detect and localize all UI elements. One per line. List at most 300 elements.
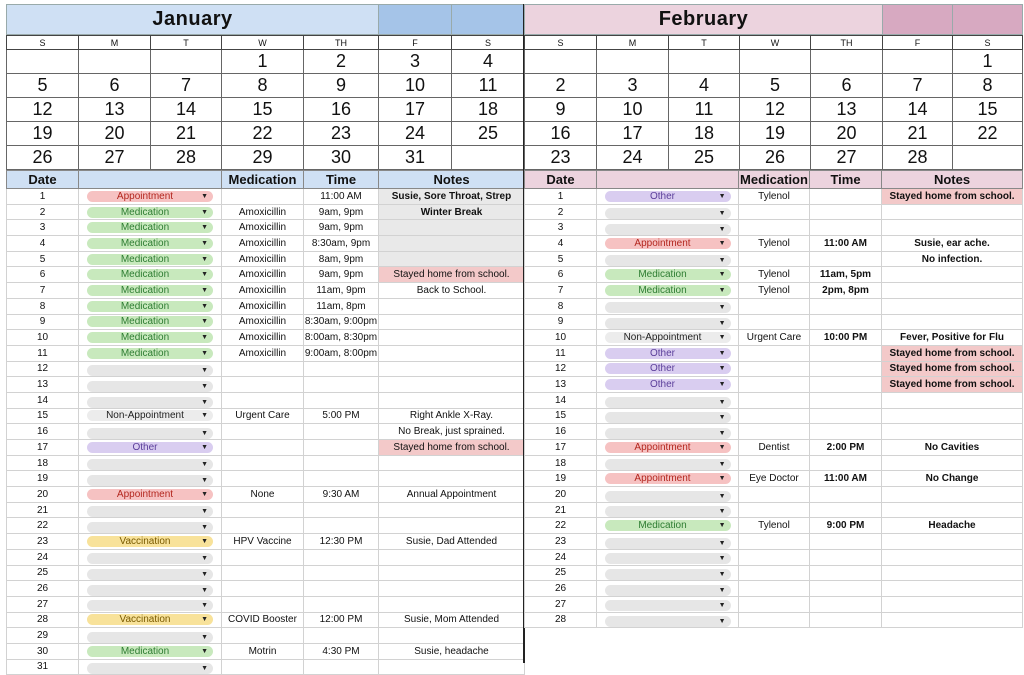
time-cell[interactable]: 11:00 AM <box>304 189 379 205</box>
chevron-down-icon[interactable]: ▼ <box>718 461 726 469</box>
chevron-down-icon[interactable]: ▼ <box>718 381 726 389</box>
time-cell[interactable] <box>810 487 882 503</box>
medication-cell[interactable]: Tylenol <box>739 189 810 205</box>
chevron-down-icon[interactable]: ▼ <box>718 271 726 279</box>
calendar-day[interactable]: 24 <box>379 122 452 146</box>
time-cell[interactable] <box>810 314 882 330</box>
notes-cell[interactable]: Headache <box>882 518 1023 534</box>
notes-cell[interactable] <box>882 267 1023 283</box>
chevron-down-icon[interactable]: ▼ <box>718 618 726 626</box>
type-dropdown[interactable] <box>87 301 213 312</box>
calendar-day[interactable]: 27 <box>811 146 883 170</box>
notes-cell[interactable] <box>882 314 1023 330</box>
notes-cell[interactable] <box>882 502 1023 518</box>
type-dropdown[interactable] <box>87 585 213 596</box>
chevron-down-icon[interactable]: ▼ <box>201 367 208 375</box>
chevron-down-icon[interactable]: ▼ <box>718 398 726 406</box>
type-dropdown[interactable] <box>87 506 213 517</box>
notes-cell[interactable] <box>379 236 525 252</box>
chevron-down-icon[interactable]: ▼ <box>718 429 726 437</box>
notes-cell[interactable] <box>379 455 525 471</box>
calendar-day[interactable]: 24 <box>597 146 669 170</box>
calendar-day[interactable] <box>452 146 525 170</box>
calendar-day[interactable]: 20 <box>79 122 151 146</box>
notes-cell[interactable] <box>379 581 525 597</box>
calendar-day[interactable]: 25 <box>669 146 740 170</box>
medication-cell[interactable] <box>222 440 304 456</box>
time-cell[interactable]: 8am, 9pm <box>304 251 379 267</box>
type-dropdown[interactable] <box>87 553 213 564</box>
medication-cell[interactable] <box>739 612 810 628</box>
chevron-down-icon[interactable]: ▼ <box>201 271 208 279</box>
type-dropdown[interactable] <box>87 238 213 249</box>
type-cell[interactable] <box>79 345 222 361</box>
calendar-day[interactable] <box>597 50 669 74</box>
medication-cell[interactable] <box>739 455 810 471</box>
medication-cell[interactable]: Tylenol <box>739 283 810 299</box>
chevron-down-icon[interactable]: ▼ <box>718 365 726 373</box>
medication-cell[interactable] <box>222 471 304 487</box>
notes-cell[interactable] <box>379 565 525 581</box>
medication-cell[interactable]: COVID Booster <box>222 612 304 628</box>
chevron-down-icon[interactable]: ▼ <box>201 443 208 451</box>
chevron-down-icon[interactable]: ▼ <box>718 586 726 594</box>
notes-cell[interactable]: Back to School. <box>379 283 525 299</box>
type-dropdown[interactable] <box>605 520 731 531</box>
notes-cell[interactable] <box>379 298 525 314</box>
chevron-down-icon[interactable]: ▼ <box>718 443 726 451</box>
medication-cell[interactable] <box>222 518 304 534</box>
type-dropdown[interactable] <box>605 412 731 423</box>
type-dropdown[interactable] <box>605 208 731 219</box>
medication-cell[interactable] <box>222 659 304 675</box>
medication-cell[interactable] <box>222 502 304 518</box>
calendar-day[interactable]: 25 <box>452 122 525 146</box>
type-dropdown[interactable] <box>605 302 731 313</box>
type-dropdown[interactable] <box>87 381 213 392</box>
time-cell[interactable]: 12:00 PM <box>304 612 379 628</box>
type-dropdown[interactable] <box>605 428 731 439</box>
medication-cell[interactable] <box>739 220 810 236</box>
calendar-day[interactable]: 15 <box>953 98 1023 122</box>
chevron-down-icon[interactable]: ▼ <box>201 490 208 498</box>
type-dropdown[interactable] <box>87 207 213 218</box>
medication-cell[interactable]: Tylenol <box>739 267 810 283</box>
type-cell[interactable] <box>597 204 739 220</box>
time-cell[interactable] <box>304 502 379 518</box>
type-cell[interactable] <box>597 455 739 471</box>
type-dropdown[interactable] <box>87 316 213 327</box>
calendar-day[interactable] <box>811 50 883 74</box>
medication-cell[interactable] <box>222 455 304 471</box>
type-cell[interactable] <box>79 298 222 314</box>
notes-cell[interactable] <box>379 549 525 565</box>
notes-cell[interactable]: Stayed home from school. <box>882 189 1023 205</box>
notes-cell[interactable]: Stayed home from school. <box>882 345 1023 361</box>
calendar-day[interactable]: 2 <box>525 74 597 98</box>
chevron-down-icon[interactable]: ▼ <box>201 555 208 563</box>
time-cell[interactable] <box>810 549 882 565</box>
calendar-day[interactable]: 28 <box>151 146 222 170</box>
time-cell[interactable] <box>810 251 882 267</box>
notes-cell[interactable] <box>882 283 1023 299</box>
chevron-down-icon[interactable]: ▼ <box>718 286 726 294</box>
medication-cell[interactable] <box>739 487 810 503</box>
time-cell[interactable]: 9am, 9pm <box>304 204 379 220</box>
type-dropdown[interactable] <box>87 410 213 421</box>
calendar-day[interactable]: 22 <box>222 122 304 146</box>
notes-cell[interactable]: Right Ankle X-Ray. <box>379 408 525 424</box>
type-cell[interactable] <box>597 361 739 377</box>
type-cell[interactable] <box>597 549 739 565</box>
type-cell[interactable] <box>597 236 739 252</box>
medication-cell[interactable]: Amoxicillin <box>222 220 304 236</box>
time-cell[interactable]: 5:00 PM <box>304 408 379 424</box>
notes-cell[interactable] <box>379 471 525 487</box>
type-cell[interactable] <box>597 408 739 424</box>
type-cell[interactable] <box>597 189 739 205</box>
type-dropdown[interactable] <box>605 318 731 329</box>
type-cell[interactable] <box>79 267 222 283</box>
type-dropdown[interactable] <box>605 442 731 453</box>
type-dropdown[interactable] <box>605 538 731 549</box>
type-cell[interactable] <box>597 471 739 487</box>
time-cell[interactable] <box>304 581 379 597</box>
notes-cell[interactable] <box>379 330 525 346</box>
type-cell[interactable] <box>79 220 222 236</box>
medication-cell[interactable] <box>739 581 810 597</box>
chevron-down-icon[interactable]: ▼ <box>201 476 208 484</box>
chevron-down-icon[interactable]: ▼ <box>201 192 208 200</box>
calendar-day[interactable]: 18 <box>452 98 525 122</box>
medication-cell[interactable] <box>222 392 304 408</box>
chevron-down-icon[interactable]: ▼ <box>718 320 726 328</box>
time-cell[interactable] <box>304 596 379 612</box>
chevron-down-icon[interactable]: ▼ <box>718 522 726 530</box>
time-cell[interactable] <box>810 612 882 628</box>
type-dropdown[interactable] <box>605 285 731 296</box>
medication-cell[interactable] <box>739 298 810 314</box>
medication-cell[interactable]: Amoxicillin <box>222 204 304 220</box>
calendar-day[interactable]: 5 <box>7 74 79 98</box>
notes-cell[interactable] <box>379 377 525 393</box>
chevron-down-icon[interactable]: ▼ <box>201 633 208 641</box>
type-dropdown[interactable] <box>87 428 213 439</box>
medication-cell[interactable] <box>222 628 304 644</box>
type-cell[interactable] <box>597 581 739 597</box>
time-cell[interactable] <box>304 471 379 487</box>
type-dropdown[interactable] <box>87 646 213 657</box>
calendar-day[interactable] <box>883 50 953 74</box>
time-cell[interactable]: 11:00 AM <box>810 471 882 487</box>
calendar-day[interactable]: 10 <box>597 98 669 122</box>
type-dropdown[interactable] <box>87 348 213 359</box>
notes-cell[interactable] <box>882 581 1023 597</box>
notes-cell[interactable]: Susie, Mom Attended <box>379 612 525 628</box>
time-cell[interactable] <box>810 189 882 205</box>
medication-cell[interactable]: Amoxicillin <box>222 298 304 314</box>
notes-cell[interactable]: No Cavities <box>882 440 1023 456</box>
notes-cell[interactable] <box>882 408 1023 424</box>
medication-cell[interactable] <box>739 596 810 612</box>
type-cell[interactable] <box>79 643 222 659</box>
notes-cell[interactable] <box>379 251 525 267</box>
chevron-down-icon[interactable]: ▼ <box>201 616 208 624</box>
chevron-down-icon[interactable]: ▼ <box>718 602 726 610</box>
calendar-day[interactable] <box>953 146 1023 170</box>
calendar-day[interactable]: 23 <box>304 122 379 146</box>
notes-cell[interactable] <box>379 392 525 408</box>
type-cell[interactable] <box>79 596 222 612</box>
calendar-day[interactable]: 9 <box>525 98 597 122</box>
medication-cell[interactable] <box>739 345 810 361</box>
type-dropdown[interactable] <box>87 397 213 408</box>
type-cell[interactable] <box>597 345 739 361</box>
medication-cell[interactable] <box>739 502 810 518</box>
calendar-day[interactable]: 13 <box>811 98 883 122</box>
type-dropdown[interactable] <box>87 663 213 674</box>
type-cell[interactable] <box>79 392 222 408</box>
calendar-day[interactable]: 14 <box>151 98 222 122</box>
time-cell[interactable] <box>304 659 379 675</box>
type-cell[interactable] <box>79 236 222 252</box>
type-dropdown[interactable] <box>605 459 731 470</box>
notes-cell[interactable] <box>882 392 1023 408</box>
chevron-down-icon[interactable]: ▼ <box>718 349 726 357</box>
type-dropdown[interactable] <box>87 365 213 376</box>
type-cell[interactable] <box>597 251 739 267</box>
notes-cell[interactable]: Annual Appointment <box>379 487 525 503</box>
time-cell[interactable] <box>810 408 882 424</box>
time-cell[interactable] <box>304 455 379 471</box>
calendar-day[interactable]: 13 <box>79 98 151 122</box>
medication-cell[interactable]: Eye Doctor <box>739 471 810 487</box>
time-cell[interactable]: 9:30 AM <box>304 487 379 503</box>
type-cell[interactable] <box>79 408 222 424</box>
calendar-day[interactable]: 3 <box>379 50 452 74</box>
calendar-day[interactable]: 26 <box>7 146 79 170</box>
calendar-day[interactable]: 31 <box>379 146 452 170</box>
notes-cell[interactable] <box>379 596 525 612</box>
calendar-day[interactable]: 6 <box>79 74 151 98</box>
medication-cell[interactable]: None <box>222 487 304 503</box>
chevron-down-icon[interactable]: ▼ <box>718 414 726 422</box>
chevron-down-icon[interactable]: ▼ <box>201 665 208 673</box>
type-dropdown[interactable] <box>87 600 213 611</box>
type-dropdown[interactable] <box>87 475 213 486</box>
medication-cell[interactable]: Amoxicillin <box>222 236 304 252</box>
calendar-day[interactable]: 11 <box>669 98 740 122</box>
calendar-day[interactable]: 18 <box>669 122 740 146</box>
notes-cell[interactable] <box>882 534 1023 550</box>
notes-cell[interactable] <box>379 314 525 330</box>
time-cell[interactable] <box>304 549 379 565</box>
type-dropdown[interactable] <box>605 585 731 596</box>
type-cell[interactable] <box>79 283 222 299</box>
chevron-down-icon[interactable]: ▼ <box>201 382 208 390</box>
type-dropdown[interactable] <box>605 224 731 235</box>
calendar-day[interactable]: 26 <box>740 146 811 170</box>
notes-cell[interactable] <box>379 345 525 361</box>
notes-cell[interactable]: No Break, just sprained. <box>379 424 525 440</box>
notes-cell[interactable]: No infection. <box>882 251 1023 267</box>
chevron-down-icon[interactable]: ▼ <box>718 571 726 579</box>
notes-cell[interactable]: Stayed home from school. <box>379 440 525 456</box>
medication-cell[interactable] <box>739 251 810 267</box>
type-dropdown[interactable] <box>87 489 213 500</box>
type-cell[interactable] <box>79 628 222 644</box>
time-cell[interactable]: 11am, 9pm <box>304 283 379 299</box>
calendar-day[interactable]: 8 <box>222 74 304 98</box>
type-cell[interactable] <box>79 487 222 503</box>
type-cell[interactable] <box>79 471 222 487</box>
medication-cell[interactable] <box>739 204 810 220</box>
chevron-down-icon[interactable]: ▼ <box>201 429 208 437</box>
calendar-day[interactable]: 11 <box>452 74 525 98</box>
time-cell[interactable] <box>810 565 882 581</box>
type-dropdown[interactable] <box>605 569 731 580</box>
type-cell[interactable] <box>597 392 739 408</box>
type-dropdown[interactable] <box>605 255 731 266</box>
medication-cell[interactable] <box>222 549 304 565</box>
chevron-down-icon[interactable]: ▼ <box>718 555 726 563</box>
type-dropdown[interactable] <box>87 632 213 643</box>
medication-cell[interactable] <box>739 534 810 550</box>
type-cell[interactable] <box>597 518 739 534</box>
type-cell[interactable] <box>597 267 739 283</box>
chevron-down-icon[interactable]: ▼ <box>201 586 208 594</box>
type-cell[interactable] <box>597 314 739 330</box>
medication-cell[interactable] <box>739 408 810 424</box>
time-cell[interactable]: 8:30am, 9:00pm <box>304 314 379 330</box>
notes-cell[interactable] <box>882 455 1023 471</box>
calendar-day[interactable]: 2 <box>304 50 379 74</box>
type-dropdown[interactable] <box>605 363 731 374</box>
calendar-day[interactable]: 21 <box>151 122 222 146</box>
chevron-down-icon[interactable]: ▼ <box>201 318 208 326</box>
time-cell[interactable]: 9am, 9pm <box>304 220 379 236</box>
chevron-down-icon[interactable]: ▼ <box>201 398 208 406</box>
chevron-down-icon[interactable]: ▼ <box>201 412 208 420</box>
time-cell[interactable]: 4:30 PM <box>304 643 379 659</box>
type-dropdown[interactable] <box>605 506 731 517</box>
medication-cell[interactable] <box>222 596 304 612</box>
type-cell[interactable] <box>79 314 222 330</box>
time-cell[interactable] <box>810 392 882 408</box>
time-cell[interactable] <box>810 534 882 550</box>
medication-cell[interactable]: Amoxicillin <box>222 267 304 283</box>
time-cell[interactable] <box>304 424 379 440</box>
type-dropdown[interactable] <box>605 269 731 280</box>
notes-cell[interactable] <box>882 487 1023 503</box>
time-cell[interactable]: 11am, 8pm <box>304 298 379 314</box>
type-cell[interactable] <box>79 565 222 581</box>
time-cell[interactable] <box>810 204 882 220</box>
notes-cell[interactable] <box>882 612 1023 628</box>
type-dropdown[interactable] <box>87 254 213 265</box>
type-dropdown[interactable] <box>605 238 731 249</box>
calendar-day[interactable]: 1 <box>953 50 1023 74</box>
calendar-day[interactable]: 5 <box>740 74 811 98</box>
chevron-down-icon[interactable]: ▼ <box>718 508 726 516</box>
calendar-day[interactable]: 12 <box>7 98 79 122</box>
calendar-day[interactable]: 16 <box>304 98 379 122</box>
notes-cell[interactable] <box>882 298 1023 314</box>
type-dropdown[interactable] <box>605 553 731 564</box>
notes-cell[interactable]: Winter Break <box>379 204 525 220</box>
time-cell[interactable] <box>810 345 882 361</box>
type-dropdown[interactable] <box>87 269 213 280</box>
type-cell[interactable] <box>79 612 222 628</box>
type-dropdown[interactable] <box>605 397 731 408</box>
type-cell[interactable] <box>597 330 739 346</box>
type-cell[interactable] <box>79 377 222 393</box>
time-cell[interactable] <box>810 455 882 471</box>
notes-cell[interactable] <box>882 549 1023 565</box>
medication-cell[interactable]: HPV Vaccine <box>222 534 304 550</box>
notes-cell[interactable]: Stayed home from school. <box>882 361 1023 377</box>
time-cell[interactable]: 9am, 9pm <box>304 267 379 283</box>
type-cell[interactable] <box>79 534 222 550</box>
time-cell[interactable]: 2:00 PM <box>810 440 882 456</box>
calendar-day[interactable]: 8 <box>953 74 1023 98</box>
type-cell[interactable] <box>597 612 739 628</box>
time-cell[interactable]: 10:00 PM <box>810 330 882 346</box>
type-dropdown[interactable] <box>87 285 213 296</box>
calendar-day[interactable]: 30 <box>304 146 379 170</box>
chevron-down-icon[interactable]: ▼ <box>718 192 726 200</box>
time-cell[interactable] <box>304 628 379 644</box>
type-dropdown[interactable] <box>87 222 213 233</box>
notes-cell[interactable]: Susie, headache <box>379 643 525 659</box>
time-cell[interactable] <box>810 298 882 314</box>
calendar-day[interactable]: 4 <box>452 50 525 74</box>
medication-cell[interactable] <box>739 565 810 581</box>
type-dropdown[interactable] <box>605 491 731 502</box>
medication-cell[interactable] <box>222 377 304 393</box>
time-cell[interactable] <box>810 581 882 597</box>
type-cell[interactable] <box>79 455 222 471</box>
type-cell[interactable] <box>79 361 222 377</box>
type-cell[interactable] <box>597 440 739 456</box>
calendar-day[interactable]: 14 <box>883 98 953 122</box>
medication-cell[interactable]: Tylenol <box>739 236 810 252</box>
calendar-day[interactable]: 1 <box>222 50 304 74</box>
medication-cell[interactable] <box>222 581 304 597</box>
calendar-day[interactable]: 7 <box>151 74 222 98</box>
calendar-day[interactable] <box>79 50 151 74</box>
type-cell[interactable] <box>597 298 739 314</box>
time-cell[interactable] <box>304 518 379 534</box>
type-cell[interactable] <box>597 596 739 612</box>
calendar-day[interactable]: 12 <box>740 98 811 122</box>
type-cell[interactable] <box>79 581 222 597</box>
type-dropdown[interactable] <box>87 569 213 580</box>
medication-cell[interactable] <box>222 189 304 205</box>
type-cell[interactable] <box>597 534 739 550</box>
type-cell[interactable] <box>79 502 222 518</box>
time-cell[interactable]: 12:30 PM <box>304 534 379 550</box>
medication-cell[interactable]: Amoxicillin <box>222 251 304 267</box>
medication-cell[interactable] <box>222 361 304 377</box>
time-cell[interactable] <box>304 440 379 456</box>
chevron-down-icon[interactable]: ▼ <box>718 539 726 547</box>
calendar-day[interactable] <box>525 50 597 74</box>
type-cell[interactable] <box>597 565 739 581</box>
time-cell[interactable]: 8:00am, 8:30pm <box>304 330 379 346</box>
notes-cell[interactable] <box>882 424 1023 440</box>
medication-cell[interactable]: Urgent Care <box>222 408 304 424</box>
